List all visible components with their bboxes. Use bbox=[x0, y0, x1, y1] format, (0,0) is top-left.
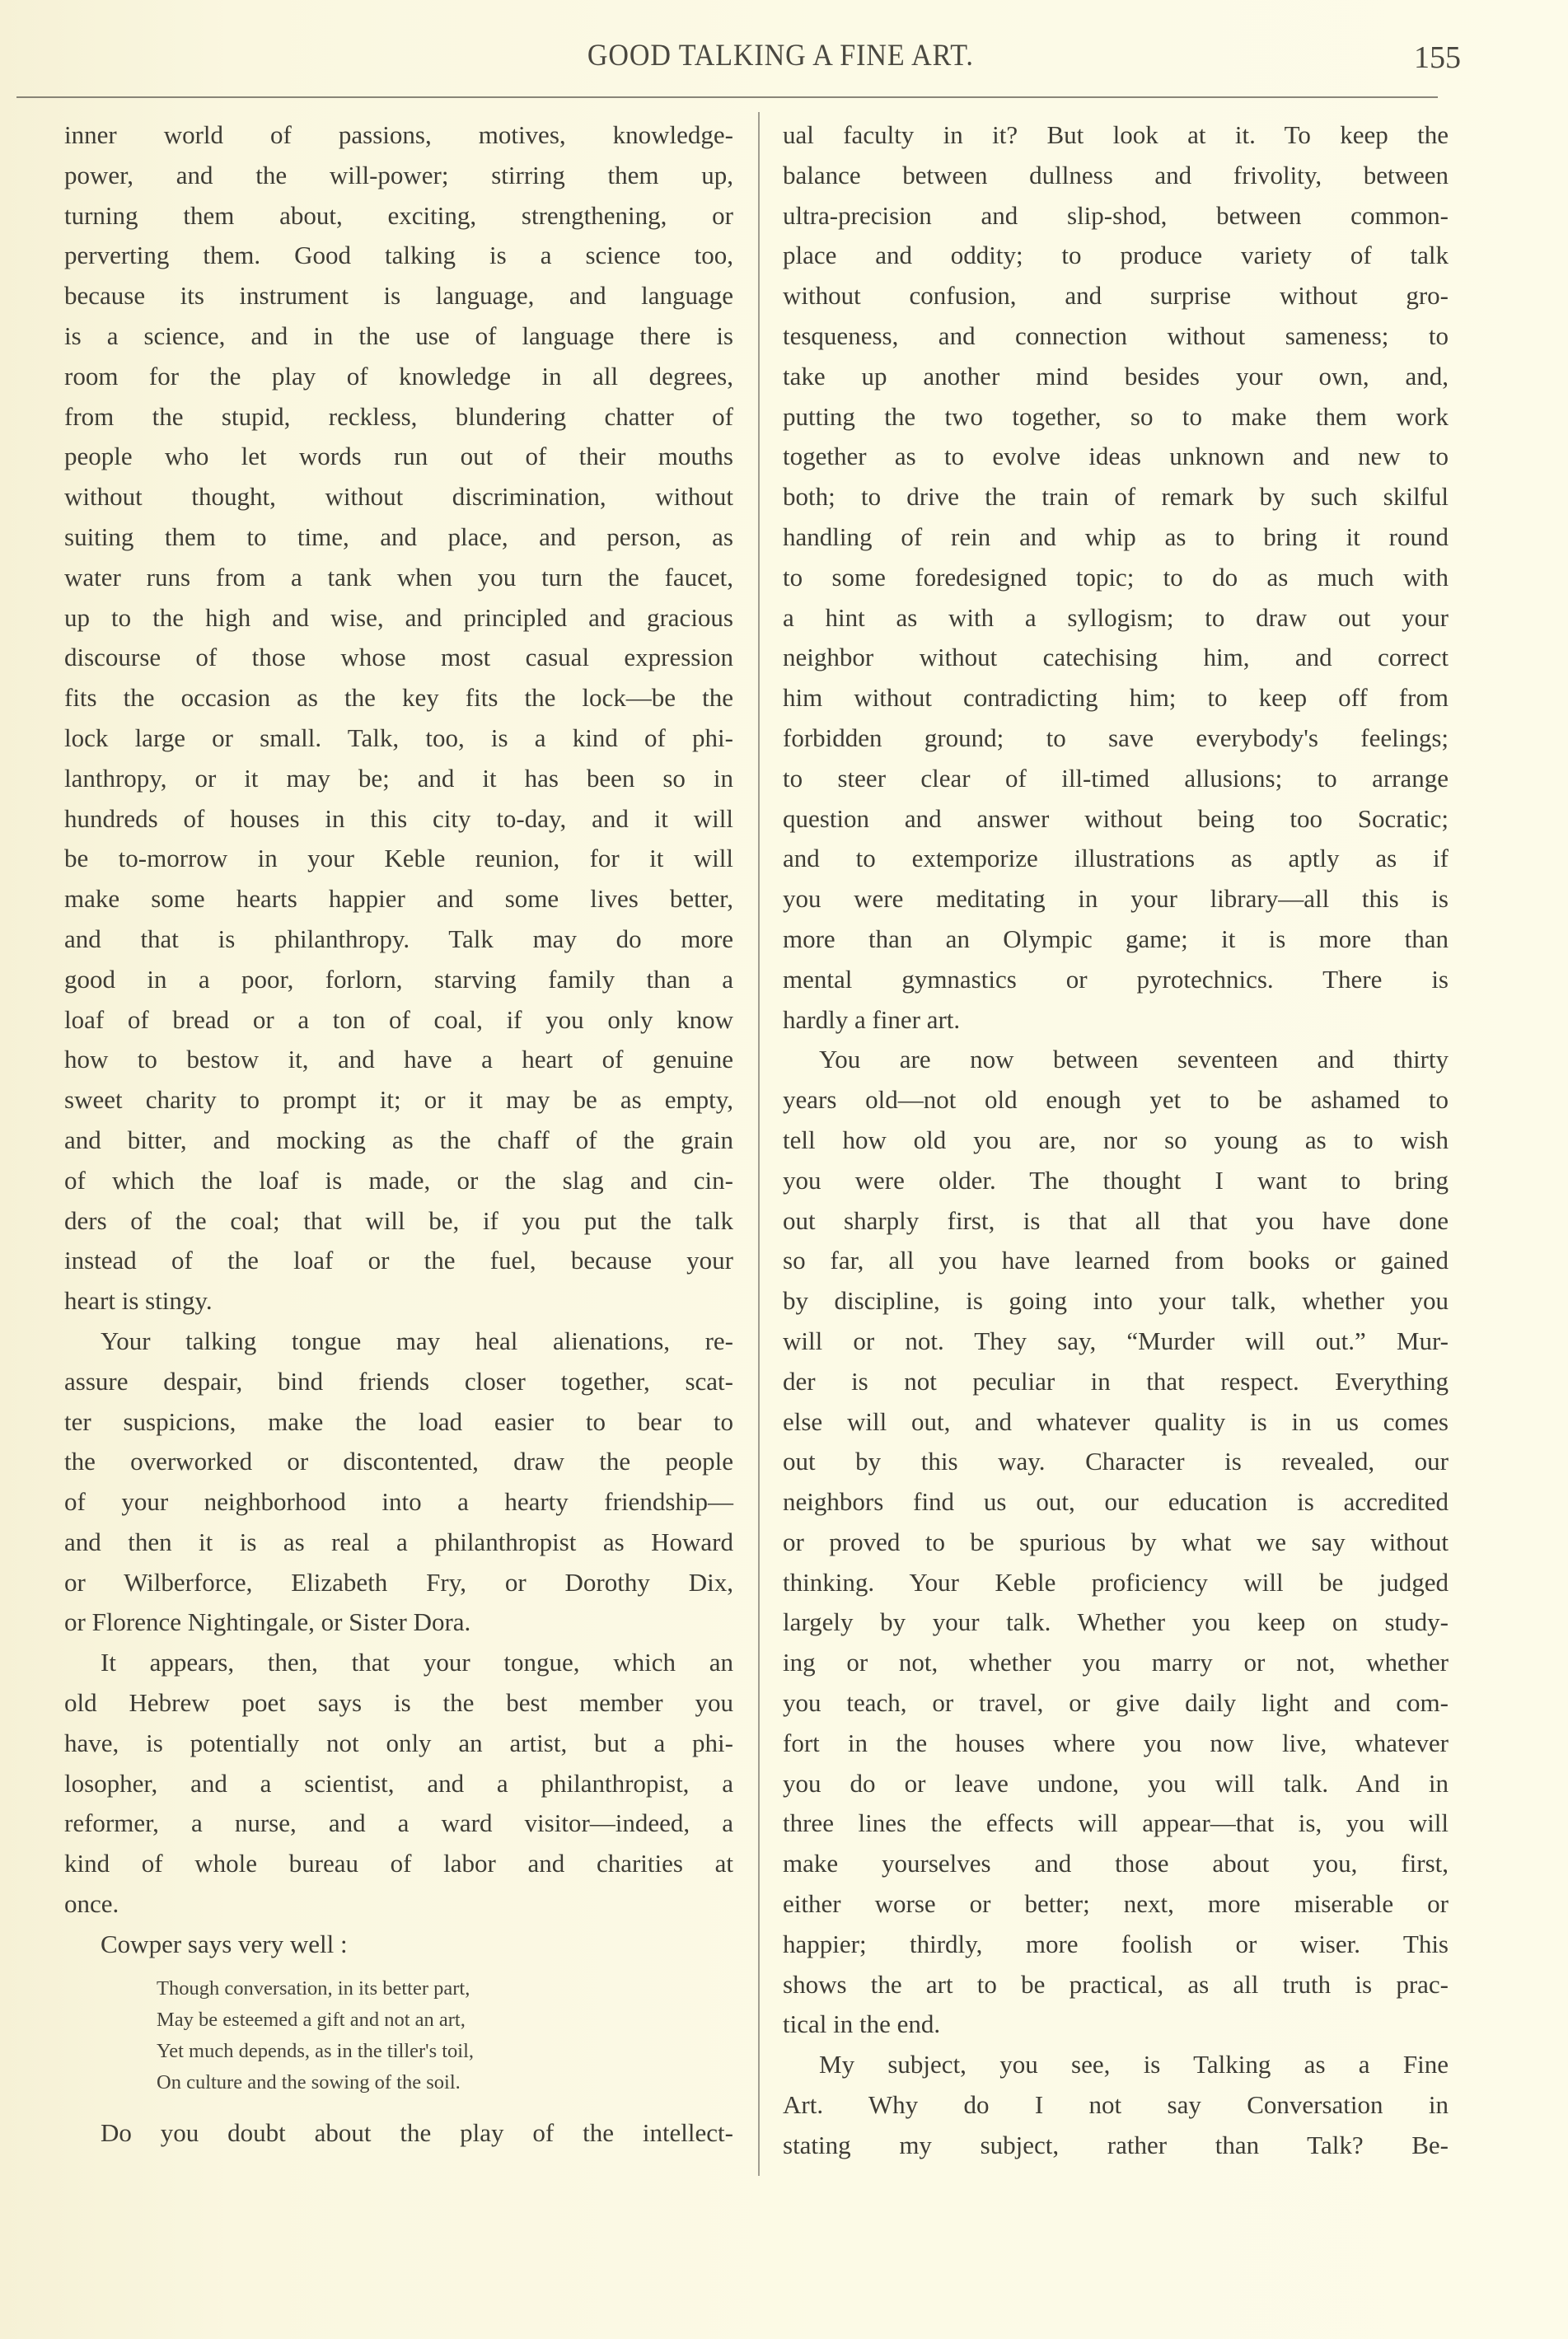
text-line: balance between dullness and frivolity, between bbox=[783, 160, 1449, 189]
text-line: putting the two together, so to make them work bbox=[783, 401, 1449, 431]
text-line: ing or not, whether you marry or not, whether bbox=[783, 1648, 1449, 1677]
text-line: ual faculty in it? But look at it. To keep the bbox=[783, 120, 1449, 149]
text-line: take up another mind besides your own, and, bbox=[783, 361, 1449, 391]
page-number: 155 bbox=[1414, 40, 1461, 75]
text-line: of your neighborhood into a hearty friendship— bbox=[64, 1487, 733, 1517]
text-line: you were meditating in your library—all this is bbox=[783, 884, 1449, 914]
text-line: and then it is as real a philanthropist as Howard bbox=[64, 1527, 733, 1556]
text-line: or Wilberforce, Elizabeth Fry, or Dorothy Dix, bbox=[64, 1567, 733, 1597]
text-line: the overworked or discontented, draw the people bbox=[64, 1447, 733, 1476]
text-line: old Hebrew poet says is the best member you bbox=[64, 1688, 733, 1718]
text-line: and to extemporize illustrations as aptly as if bbox=[783, 844, 1449, 873]
paragraph bbox=[783, 2045, 1449, 2165]
paragraph bbox=[783, 1040, 1449, 2045]
text-line: you do or leave undone, you will talk. And in bbox=[783, 1768, 1449, 1798]
text-line: mental gymnastics or pyrotechnics. There is bbox=[783, 964, 1449, 994]
text-line: either worse or better; next, more miserable or bbox=[783, 1889, 1449, 1919]
text-line: to steer clear of ill-timed allusions; to arrange bbox=[783, 763, 1449, 793]
text-line: reformer, a nurse, and a ward visitor—indeed, a bbox=[64, 1808, 733, 1838]
column-divider bbox=[758, 112, 760, 2176]
text-line: else will out, and whatever quality is in us comes bbox=[783, 1406, 1449, 1436]
text-line: out by this way. Character is revealed, our bbox=[783, 1447, 1449, 1476]
text-line: tical in the end. bbox=[783, 2009, 941, 2039]
text-line: out sharply first, is that all that you have done bbox=[783, 1205, 1449, 1235]
text-line: Art. Why do I not say Conversation in bbox=[783, 2090, 1449, 2120]
text-line: or proved to be spurious by what we say without bbox=[783, 1527, 1449, 1556]
text-line: by discipline, is going into your talk, whether you bbox=[783, 1286, 1449, 1316]
text-line: together as to evolve ideas unknown and new to bbox=[783, 442, 1449, 471]
text-line: losopher, and a scientist, and a philanthropist, a bbox=[64, 1768, 733, 1798]
text-line: assure despair, bind friends closer together, scat- bbox=[64, 1366, 733, 1396]
text-line: tell how old you are, nor so young as to wish bbox=[783, 1125, 1449, 1154]
text-line: more than an Olympic game; it is more than bbox=[783, 924, 1449, 953]
text-line: perverting them. Good talking is a science too, bbox=[64, 241, 733, 270]
text-line: be to-morrow in your Keble reunion, for it will bbox=[64, 844, 733, 873]
text-line: You are now between seventeen and thirty bbox=[819, 1045, 1449, 1074]
poem-quotation bbox=[64, 1965, 733, 2113]
poem-line: On culture and the sowing of the soil. bbox=[157, 2070, 461, 2093]
paragraph bbox=[64, 1643, 733, 1925]
text-line: largely by your talk. Whether you keep on study- bbox=[783, 1607, 1449, 1637]
text-line: thinking. Your Keble proficiency will be judged bbox=[783, 1567, 1449, 1597]
text-line: you were older. The thought I want to bring bbox=[783, 1165, 1449, 1195]
text-line: lock large or small. Talk, too, is a kind of phi- bbox=[64, 723, 733, 752]
text-line: der is not peculiar in that respect. Everything bbox=[783, 1366, 1449, 1396]
text-line: and that is philanthropy. Talk may do more bbox=[64, 924, 733, 953]
text-line: ultra-precision and slip-shod, between common- bbox=[783, 200, 1449, 230]
right-column bbox=[783, 115, 1449, 2166]
text-line: because its instrument is language, and language bbox=[64, 281, 733, 311]
text-line: fits the occasion as the key fits the lock—be the bbox=[64, 683, 733, 713]
text-line: good in a poor, forlorn, starving family than a bbox=[64, 964, 733, 994]
cowper-intro: Cowper says very well : bbox=[101, 1929, 348, 1958]
text-line: is a science, and in the use of language there is bbox=[64, 320, 733, 350]
text-line: It appears, then, that your tongue, which an bbox=[101, 1648, 733, 1677]
poem-line: Yet much depends, as in the tiller's toil, bbox=[157, 2039, 475, 2062]
text-line: or Florence Nightingale, or Sister Dora. bbox=[64, 1607, 471, 1637]
text-line: question and answer without being too Socratic; bbox=[783, 803, 1449, 833]
text-line: tesqueness, and connection without sameness; to bbox=[783, 320, 1449, 350]
text-line: without thought, without discrimination, without bbox=[64, 482, 733, 512]
text-line: and bitter, and mocking as the chaff of the grain bbox=[64, 1125, 733, 1154]
text-line: inner world of passions, motives, knowledge- bbox=[64, 120, 733, 149]
text-line: power, and the will-power; stirring them up, bbox=[64, 160, 733, 189]
poem-line: Though conversation, in its better part, bbox=[157, 1976, 470, 2000]
text-line: of which the loaf is made, or the slag and cin- bbox=[64, 1165, 733, 1195]
text-line: to some foredesigned topic; to do as much with bbox=[783, 562, 1449, 592]
paragraph bbox=[64, 1322, 733, 1643]
running-title: GOOD TALKING A FINE ART. bbox=[587, 39, 974, 73]
text-line: neighbor without catechising him, and correct bbox=[783, 643, 1449, 672]
text-line: suiting them to time, and place, and person, as bbox=[64, 522, 733, 551]
text-line: three lines the effects will appear—that is, you will bbox=[783, 1808, 1449, 1838]
text-line: kind of whole bureau of labor and charities at bbox=[64, 1849, 733, 1878]
text-line: will or not. They say, “Murder will out.” Mur- bbox=[783, 1326, 1449, 1355]
text-line: both; to drive the train of remark by such skilful bbox=[783, 482, 1449, 512]
text-line: you teach, or travel, or give daily light and com- bbox=[783, 1688, 1449, 1718]
text-line: sweet charity to prompt it; or it may be as empty, bbox=[64, 1085, 733, 1115]
text-line: heart is stingy. bbox=[64, 1286, 213, 1316]
text-line: Do you doubt about the play of the intellect- bbox=[101, 2117, 733, 2147]
text-line: people who let words run out of their mouths bbox=[64, 442, 733, 471]
text-line: once. bbox=[64, 1889, 119, 1919]
left-column bbox=[64, 115, 733, 2153]
text-line: water runs from a tank when you turn the faucet, bbox=[64, 562, 733, 592]
header-rule bbox=[16, 96, 1438, 98]
text-line: forbidden ground; to save everybody's feelings; bbox=[783, 723, 1449, 752]
text-line: neighbors find us out, our education is accredited bbox=[783, 1487, 1449, 1517]
text-line: instead of the loaf or the fuel, because your bbox=[64, 1246, 733, 1275]
text-line: My subject, you see, is Talking as a Fine bbox=[819, 2050, 1449, 2079]
page-header bbox=[0, 31, 1568, 81]
text-line: lanthropy, or it may be; and it has been so in bbox=[64, 763, 733, 793]
text-line: years old—not old enough yet to be ashamed to bbox=[783, 1085, 1449, 1115]
paragraph bbox=[64, 115, 733, 1322]
text-line: make yourselves and those about you, first, bbox=[783, 1849, 1449, 1878]
text-line: a hint as with a syllogism; to draw out your bbox=[783, 602, 1449, 632]
text-line: handling of rein and whip as to bring it round bbox=[783, 522, 1449, 551]
text-line: stating my subject, rather than Talk? Be- bbox=[783, 2130, 1449, 2159]
text-line: ders of the coal; that will be, if you put the talk bbox=[64, 1205, 733, 1235]
text-line: without confusion, and surprise without gro- bbox=[783, 281, 1449, 311]
text-line: loaf of bread or a ton of coal, if you only know bbox=[64, 1004, 733, 1034]
text-line: room for the play of knowledge in all degrees, bbox=[64, 361, 733, 391]
text-line: ter suspicions, make the load easier to bear to bbox=[64, 1406, 733, 1436]
text-line: hardly a finer art. bbox=[783, 1004, 961, 1034]
text-line: discourse of those whose most casual expression bbox=[64, 643, 733, 672]
text-line: have, is potentially not only an artist, but a phi- bbox=[64, 1728, 733, 1757]
text-line: shows the art to be practical, as all truth is prac- bbox=[783, 1969, 1449, 1999]
text-line: turning them about, exciting, strengthening, or bbox=[64, 200, 733, 230]
text-line: happier; thirdly, more foolish or wiser. This bbox=[783, 1929, 1449, 1958]
text-line: hundreds of houses in this city to-day, and it will bbox=[64, 803, 733, 833]
text-line: fort in the houses where you now live, whatever bbox=[783, 1728, 1449, 1757]
text-line: up to the high and wise, and principled and gracious bbox=[64, 602, 733, 632]
text-line: make some hearts happier and some lives better, bbox=[64, 884, 733, 914]
text-line: so far, all you have learned from books or gained bbox=[783, 1246, 1449, 1275]
text-line: Your talking tongue may heal alienations, re- bbox=[101, 1326, 733, 1355]
text-line: from the stupid, reckless, blundering chatter of bbox=[64, 401, 733, 431]
text-line: him without contradicting him; to keep off from bbox=[783, 683, 1449, 713]
poem-line: May be esteemed a gift and not an art, bbox=[157, 2008, 466, 2031]
paragraph bbox=[783, 115, 1449, 1040]
text-line: how to bestow it, and have a heart of genuine bbox=[64, 1045, 733, 1074]
text-line: place and oddity; to produce variety of talk bbox=[783, 241, 1449, 270]
